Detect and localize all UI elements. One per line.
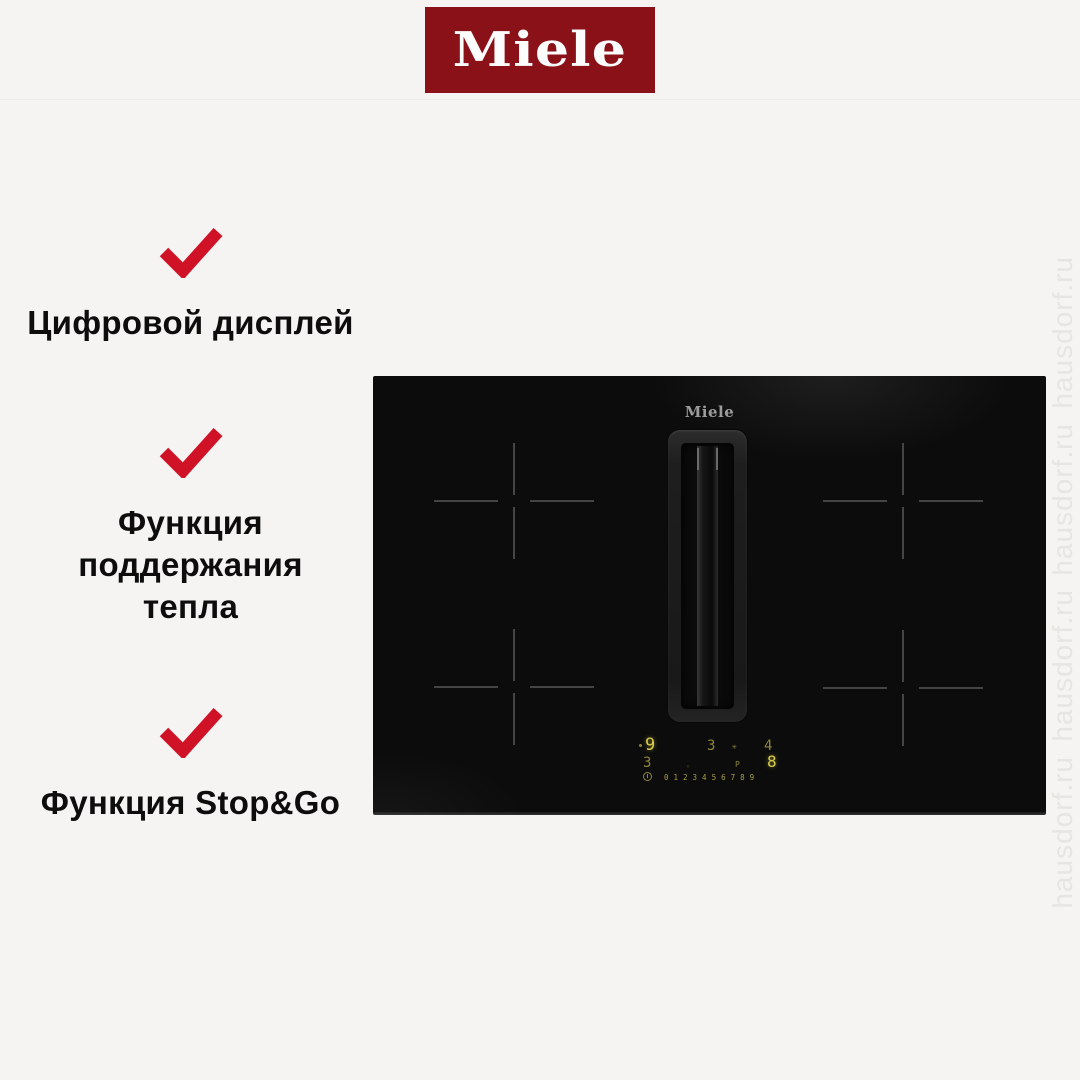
zone-marking-segment <box>823 500 887 502</box>
product-image-cooktop <box>373 376 1046 815</box>
feature-label-line: Функция <box>118 504 263 541</box>
feature-label <box>41 782 340 824</box>
grille-highlight <box>716 448 718 470</box>
feature-digital-display <box>8 226 373 344</box>
hob-miele-logo: Miele <box>684 403 735 421</box>
top-divider <box>0 99 1080 100</box>
extractor-cavity <box>681 443 734 709</box>
zone-marking-segment <box>434 686 498 688</box>
feature-label-line: Функция Stop&Go <box>40 784 341 821</box>
feature-stop-and-go <box>8 706 373 824</box>
timer-icon: ◦ <box>686 763 691 771</box>
cooking-zone-marking <box>823 443 983 559</box>
watermark-text: hausdorf.ru <box>1047 755 1078 909</box>
zone-marking-segment <box>902 630 904 682</box>
zone-power-display: 8 <box>767 752 777 771</box>
zone-power-display: 3 <box>643 755 652 771</box>
zone-marking-segment <box>919 500 983 502</box>
indicator-dot <box>639 744 642 747</box>
zone-marking-segment <box>823 687 887 689</box>
power-icon <box>643 772 652 781</box>
zone-power-display: 9 <box>645 735 656 755</box>
zone-power-display: 3 <box>707 738 716 754</box>
zone-marking-segment <box>513 443 515 495</box>
feature-label <box>78 502 303 628</box>
zone-power-display: 4 <box>764 738 773 754</box>
boost-indicator: P <box>735 760 740 769</box>
checkmark-icon <box>159 706 223 758</box>
feature-label-line: тепла <box>142 588 239 625</box>
watermark-column <box>1046 256 1080 1080</box>
control-panel-display <box>637 736 787 786</box>
watermark-text: hausdorf.ru <box>1047 422 1078 576</box>
watermark-text: hausdorf.ru <box>1047 589 1078 742</box>
downdraft-extractor <box>668 430 747 722</box>
miele-logo-text: Miele <box>452 22 628 78</box>
power-selector-scale: 0123456789 <box>664 773 760 782</box>
fan-icon: ✳ <box>732 742 737 751</box>
cooking-zone-marking <box>434 629 594 745</box>
feature-keep-warm <box>8 426 373 628</box>
zone-marking-segment <box>902 443 904 495</box>
feature-label-line: Цифровой дисплей <box>27 304 354 341</box>
checkmark-icon <box>159 426 223 478</box>
zone-marking-segment <box>919 687 983 689</box>
zone-marking-segment <box>902 694 904 746</box>
zone-marking-segment <box>434 500 498 502</box>
zone-marking-segment <box>530 500 594 502</box>
feature-label-line: поддержания <box>78 546 303 583</box>
zone-marking-segment <box>513 693 515 745</box>
extractor-grille-bar <box>697 446 718 706</box>
cooking-zone-marking <box>434 443 594 559</box>
zone-marking-segment <box>902 507 904 559</box>
miele-logo-plate <box>425 7 655 93</box>
checkmark-icon <box>159 226 223 278</box>
grille-highlight <box>697 448 699 470</box>
zone-marking-segment <box>513 629 515 681</box>
zone-marking-segment <box>513 507 515 559</box>
zone-marking-segment <box>530 686 594 688</box>
cooking-zone-marking <box>823 630 983 746</box>
watermark-text: hausdorf.ru <box>1047 256 1078 409</box>
feature-label <box>27 302 354 344</box>
